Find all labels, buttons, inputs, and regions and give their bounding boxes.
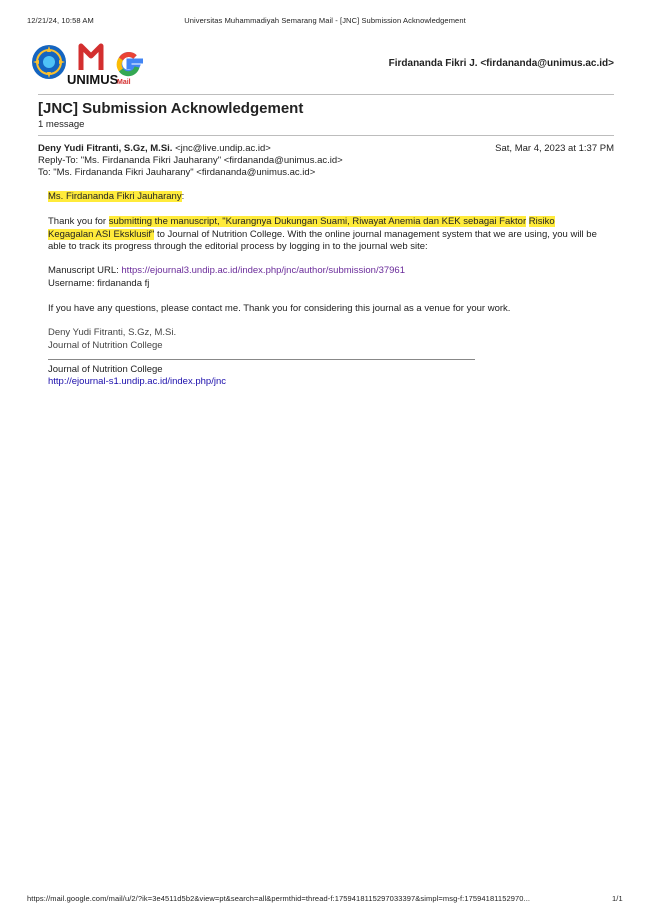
signature-name: Deny Yudi Fitranti, S.Gz, M.Si. xyxy=(48,327,177,338)
p1-suffix: to Journal of Nutrition College. With the online journal management system that we are using, you will be able to track its progress through the editorial process by logging in to the journal web site: xyxy=(48,228,597,252)
print-page-number: 1/1 xyxy=(612,894,623,903)
sender-email: <jnc@live.undip.ac.id> xyxy=(175,143,271,154)
greeting xyxy=(48,191,602,204)
logo-subtext: Mail xyxy=(117,79,131,86)
signature-divider xyxy=(48,359,475,360)
greeting-colon: : xyxy=(181,191,185,202)
journal-website-link[interactable]: http://ejournal-s1.undip.ac.id/index.php/jnc xyxy=(48,376,226,387)
google-g-icon xyxy=(119,54,143,73)
manuscript-url-label: Manuscript URL: xyxy=(48,265,122,276)
university-emblem-icon xyxy=(32,45,66,79)
username-line: Username: firdananda fj xyxy=(48,278,150,289)
email-subject: [JNC] Submission Acknowledgement xyxy=(38,100,304,117)
message-date: Sat, Mar 4, 2023 at 1:37 PM xyxy=(495,143,614,154)
manuscript-title-highlight: submitting the manuscript, "Kurangnya Dukungan Suami, Riwayat Anemia dan KEK sebagai Faktor xyxy=(108,216,527,227)
manuscript-url-line xyxy=(48,265,602,278)
greeting-name: Ms. Firdananda Fikri Jauharany xyxy=(48,191,182,202)
footer-journal: Journal of Nutrition College xyxy=(48,364,163,375)
print-title: Universitas Muhammadiyah Semarang Mail - [JNC] Submission Acknowledgement xyxy=(184,16,466,25)
signature-journal: Journal of Nutrition College xyxy=(48,340,163,351)
logo-text: UNIMUS xyxy=(67,72,119,87)
print-datetime: 12/21/24, 10:58 AM xyxy=(27,16,94,25)
sender-name: Deny Yudi Fitranti, S.Gz, M.Si. xyxy=(38,143,173,154)
account-identity: Firdananda Fikri J. <firdananda@unimus.ac.id> xyxy=(388,58,614,69)
message-header xyxy=(38,143,614,179)
message-count: 1 message xyxy=(38,119,85,130)
to-line: To: "Ms. Firdananda Fikri Jauharany" <firdananda@unimus.ac.id> xyxy=(38,167,316,178)
gmail-m-icon xyxy=(81,46,101,70)
reply-to-line: Reply-To: "Ms. Firdananda Fikri Jauharany" <firdananda@unimus.ac.id> xyxy=(38,155,343,166)
closing-paragraph: If you have any questions, please contact me. Thank you for considering this journal as a venue for your work. xyxy=(48,303,511,314)
body-paragraph-1 xyxy=(48,216,602,254)
subject-divider xyxy=(38,135,614,136)
manuscript-url-link[interactable]: https://ejournal3.undip.ac.id/index.php/jnc/author/submission/37961 xyxy=(121,265,405,276)
p1-prefix: Thank you for xyxy=(48,216,109,227)
footer-journal-url-line xyxy=(48,376,602,389)
header-divider xyxy=(38,94,614,95)
logo-graphic xyxy=(31,38,151,88)
unimus-mail-logo xyxy=(31,38,151,88)
print-footer-url: https://mail.google.com/mail/u/2/?ik=3e4511d5b2&view=pt&search=all&permthid=thread-f:1759418115297033397&simpl=msg-f:17594181152970... xyxy=(27,894,531,903)
manuscript-title-highlight-2: Risiko Kegagalan ASI Eksklusif" xyxy=(48,216,555,240)
